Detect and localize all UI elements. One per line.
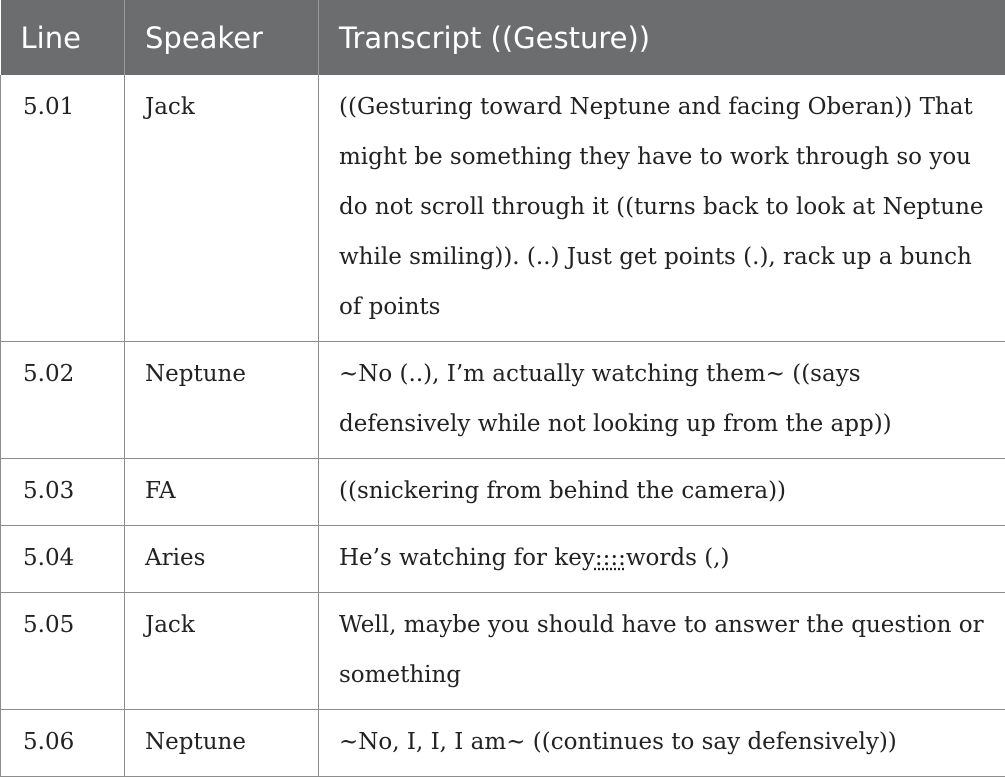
- transcript-text: ~No (..), I’m actually watching them~ ((says defensively while not looking up from the app)): [319, 342, 1005, 459]
- transcript-text-part: He’s watching for key: [339, 545, 595, 571]
- transcript-text: ((snickering from behind the camera)): [319, 459, 1005, 526]
- line-number: 5.05: [1, 593, 125, 710]
- header-line: Line: [1, 0, 125, 75]
- speaker-name: FA: [125, 459, 319, 526]
- table-header: [1, 0, 1005, 75]
- speaker-name: Jack: [125, 593, 319, 710]
- speaker-name: Aries: [125, 526, 319, 593]
- line-number: 5.06: [1, 710, 125, 777]
- table-body: [1, 75, 1005, 777]
- table-row: [1, 526, 1005, 593]
- table-row: [1, 75, 1005, 342]
- speaker-name: Neptune: [125, 710, 319, 777]
- line-number: 5.02: [1, 342, 125, 459]
- transcript-text: ~No, I, I, I am~ ((continues to say defensively)): [319, 710, 1005, 777]
- header-row: [1, 0, 1005, 75]
- transcript-text: ((Gesturing toward Neptune and facing Oberan)) That might be something they have to work through so you do not scroll through it ((turns back to look at Neptune while smiling)). (..) Just get points (.), rack up a bunch of points: [319, 75, 1005, 342]
- table-row: [1, 459, 1005, 526]
- prolongation-marker: ::::: [595, 545, 626, 571]
- table-row: [1, 342, 1005, 459]
- line-number: 5.04: [1, 526, 125, 593]
- table-row: [1, 593, 1005, 710]
- speaker-name: Neptune: [125, 342, 319, 459]
- header-transcript: Transcript ((Gesture)): [319, 0, 1005, 75]
- header-speaker: Speaker: [125, 0, 319, 75]
- line-number: 5.03: [1, 459, 125, 526]
- speaker-name: Jack: [125, 75, 319, 342]
- transcript-text: [319, 526, 1005, 593]
- line-number: 5.01: [1, 75, 125, 342]
- transcript-text: Well, maybe you should have to answer the question or something: [319, 593, 1005, 710]
- table-row: [1, 710, 1005, 777]
- transcript-text-part: words (,): [626, 545, 730, 571]
